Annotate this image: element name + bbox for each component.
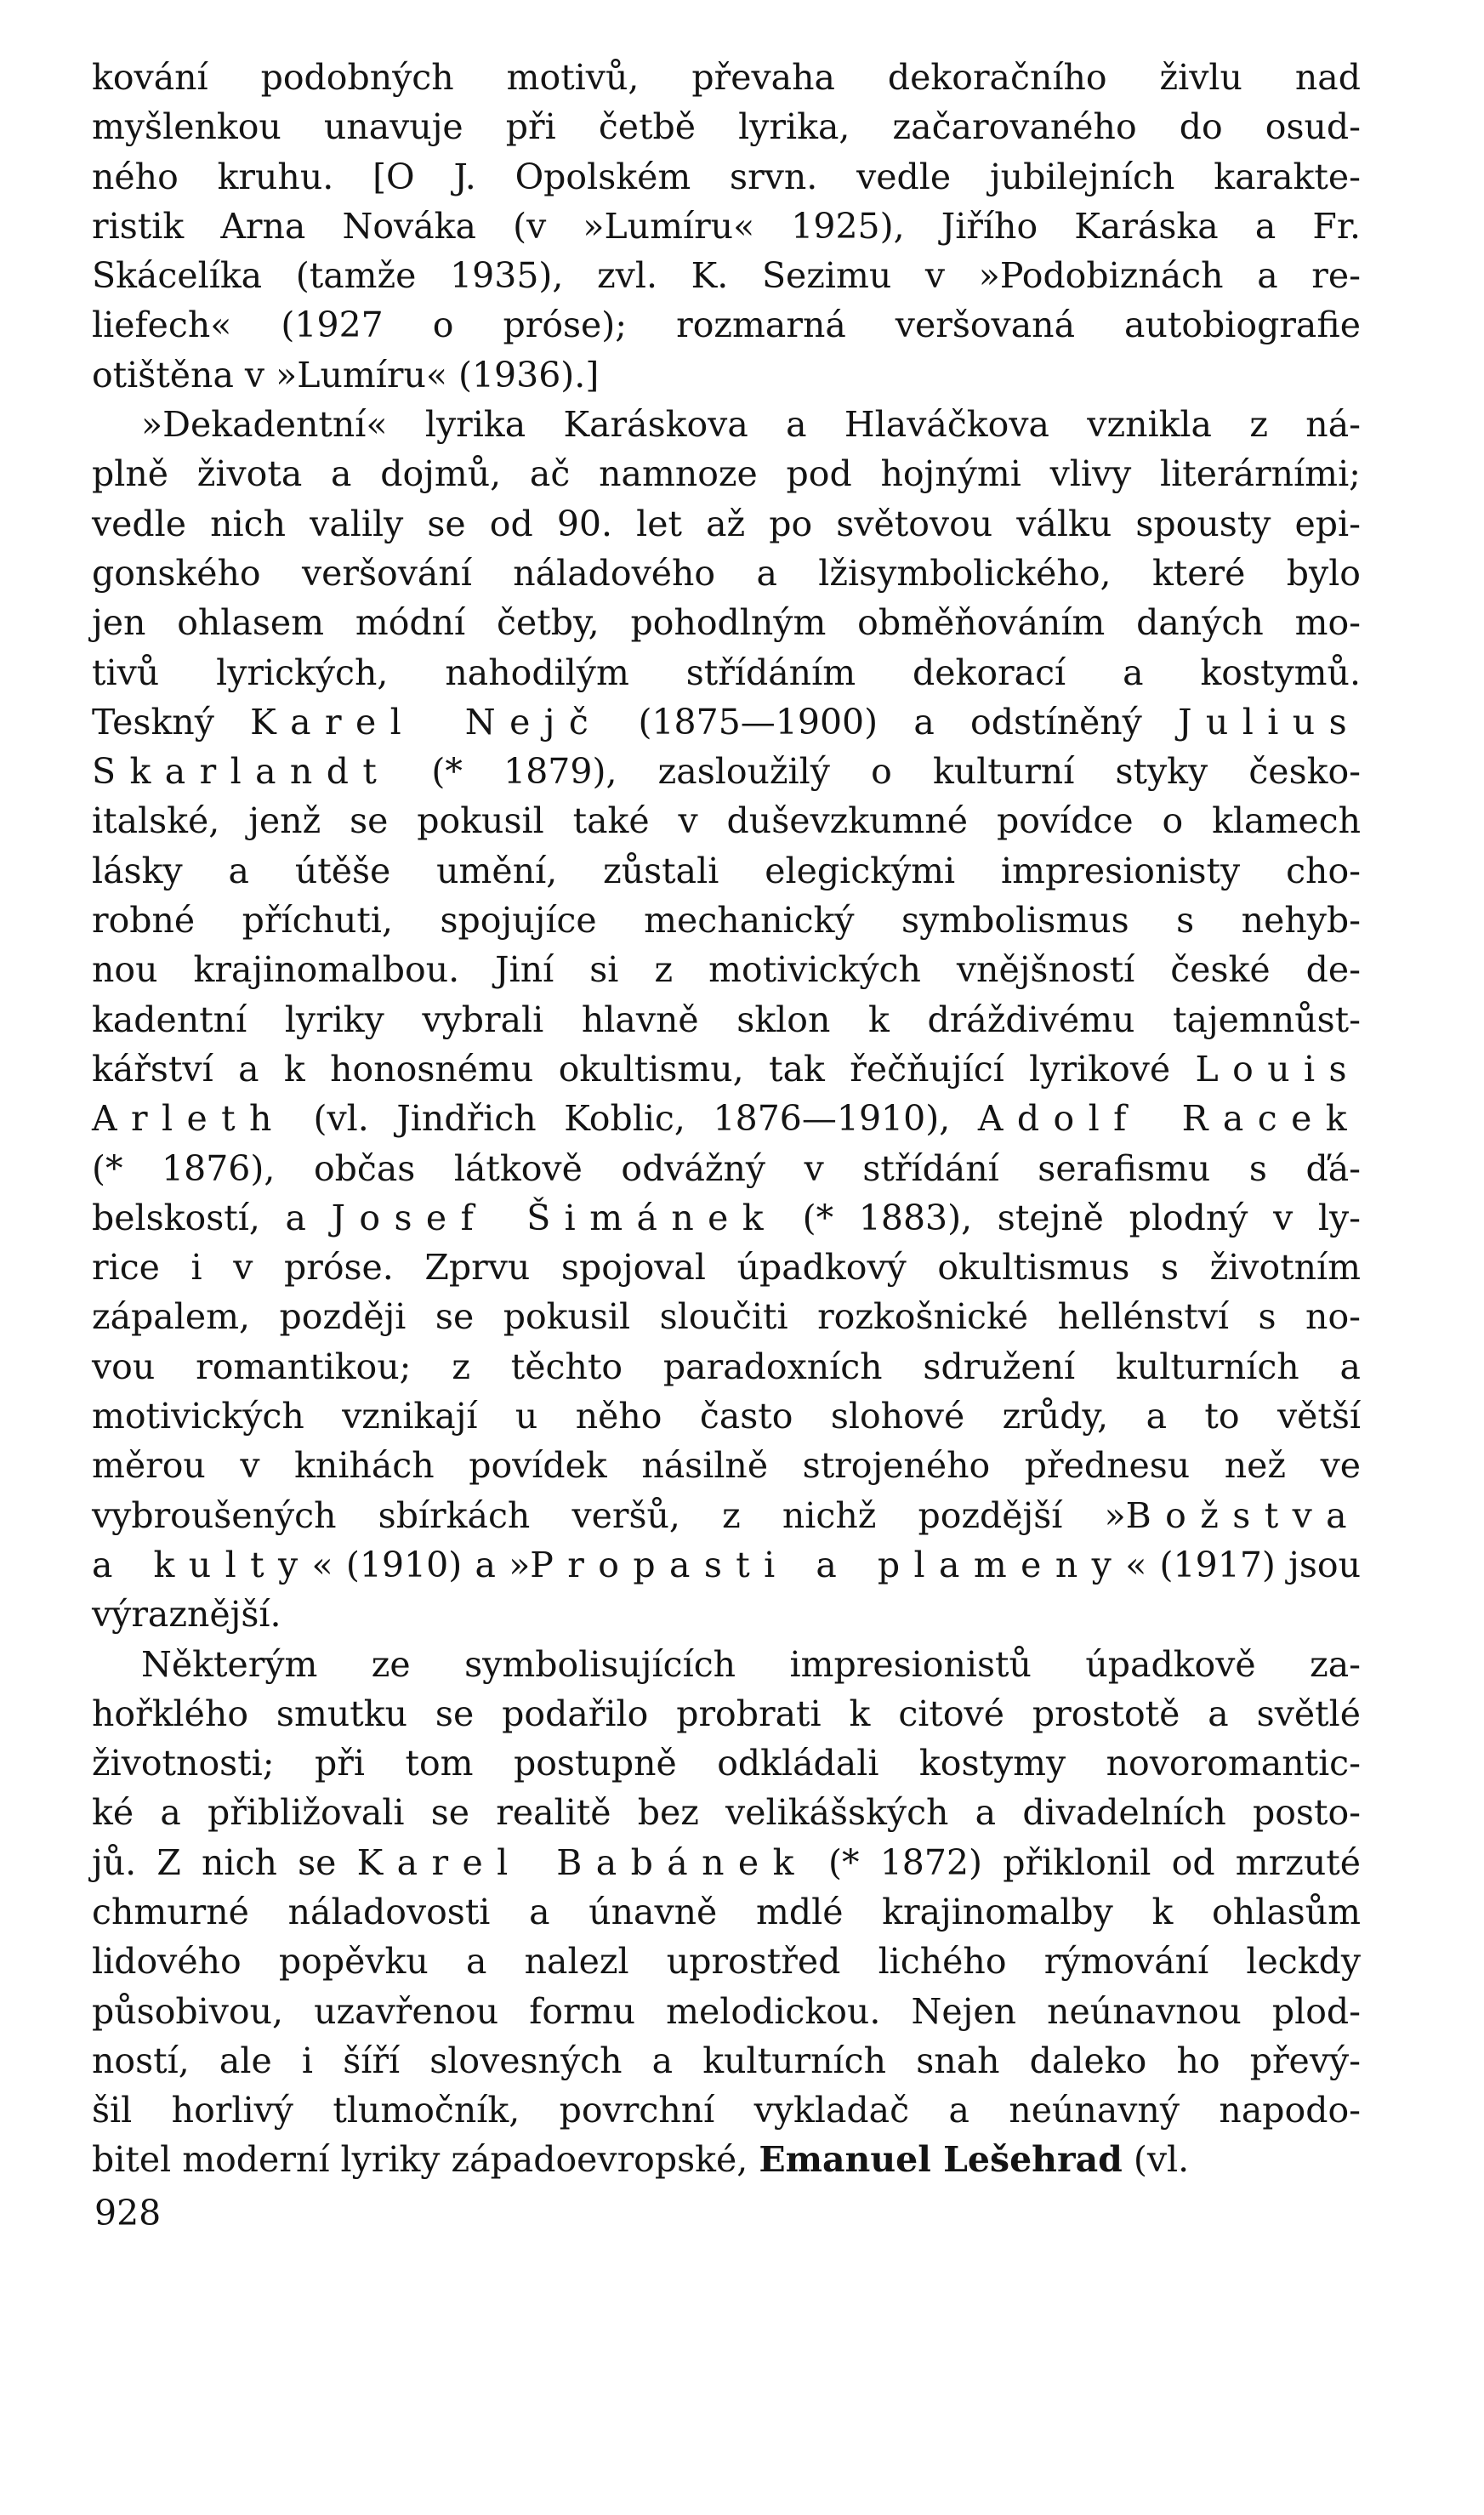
text-run: zápalem, později se pokusil sloučiti rozkošnické hellénství s no- xyxy=(92,1296,1361,1338)
text-run: působivou, uzavřenou formu melodickou. Nejen neúnavnou plod- xyxy=(92,1990,1361,2032)
text-line xyxy=(92,449,1361,498)
page-number: 928 xyxy=(94,2193,162,2233)
text-line xyxy=(92,1540,1361,1590)
text-line xyxy=(92,350,1361,400)
text-run: gonského veršování náladového a lžisymbolického, které bylo xyxy=(92,552,1361,594)
text-run: chmurné náladovosti a únavně mdlé krajinomalby k ohlasům xyxy=(92,1891,1361,1932)
text-line xyxy=(92,1887,1361,1937)
paragraph xyxy=(92,53,1361,400)
text-run: Teskný xyxy=(92,701,251,743)
text-run: motivických vznikají u něho často slohové zrůdy, a to větší xyxy=(92,1396,1361,1437)
text-run: vybroušených sbírkách veršů, z nichž pozdější » xyxy=(92,1494,1126,1536)
text-line xyxy=(92,300,1361,350)
text-run: tivů lyrických, nahodilým střídáním dekorací a kostymů. xyxy=(92,652,1361,693)
text-line xyxy=(92,896,1361,945)
text-run: šil horlivý tlumočník, povrchní vykladač a neúnavný napodo- xyxy=(92,2090,1361,2131)
paragraph-text xyxy=(92,400,1361,1639)
text-run: vou romantikou; z těchto paradoxních sdružení kulturních a xyxy=(92,1346,1361,1387)
text-line xyxy=(92,1788,1361,1837)
text-line xyxy=(92,1838,1361,1887)
text-line xyxy=(92,1292,1361,1341)
text-run: lásky a útěše umění, zůstali elegickými impresionisty cho- xyxy=(92,850,1361,891)
text-run: kářství a k honosnému okultismu, tak řečňující lyrikové xyxy=(92,1048,1196,1090)
text-line xyxy=(92,1094,1361,1143)
text-run: Skácelíka (tamže 1935), zvl. K. Sezimu v »Podobiznách a re- xyxy=(92,255,1361,297)
text-line xyxy=(92,1491,1361,1540)
text-line xyxy=(92,400,1361,449)
text-line xyxy=(92,2036,1361,2085)
text-line xyxy=(92,1144,1361,1193)
text-run: (1875—1900) a odstíněný xyxy=(602,701,1179,743)
text-line xyxy=(92,53,1361,102)
text-line xyxy=(92,995,1361,1044)
text-run: jen ohlasem módní četby, pohodlným obměňováním daných mo- xyxy=(92,602,1361,644)
bold-name: Emanuel Lešehrad xyxy=(759,2139,1123,2181)
paragraph xyxy=(92,1640,1361,2185)
text-line xyxy=(92,1044,1361,1094)
text-line xyxy=(92,1987,1361,2036)
spaced-name: Propasti a plameny xyxy=(530,1544,1126,1585)
text-run: italské, jenž se pokusil také v duševzkumné povídce o klamech xyxy=(92,800,1361,842)
text-run: bitel moderní lyriky západoevropské, xyxy=(92,2139,759,2181)
text-line xyxy=(92,1193,1361,1243)
text-run: životnosti; při tom postupně odkládali kostymy novoromantic- xyxy=(92,1743,1361,1784)
text-run: ristik Arna Nováka (v »Lumíru« 1925), Jiřího Karáska a Fr. xyxy=(92,205,1361,247)
text-run: kování podobných motivů, převaha dekoračního živlu nad xyxy=(92,57,1361,98)
text-line xyxy=(92,1937,1361,1986)
text-run: myšlenkou unavuje při četbě lyrika, začarovaného do osud- xyxy=(92,106,1361,148)
text-run: výraznější. xyxy=(92,1594,281,1636)
spaced-name: a kulty xyxy=(92,1544,312,1585)
text-line xyxy=(92,2135,1361,2184)
text-line xyxy=(92,1441,1361,1490)
text-line xyxy=(92,1738,1361,1788)
text-run: (vl. xyxy=(1122,2139,1190,2181)
text-line xyxy=(92,499,1361,549)
text-line xyxy=(92,648,1361,697)
text-line xyxy=(92,846,1361,896)
text-run: plně života a dojmů, ač namnoze pod hojnými vlivy literárními; xyxy=(92,453,1361,495)
spaced-name: Adolf Racek xyxy=(977,1098,1361,1140)
text-run: otištěna v »Lumíru« (1936).] xyxy=(92,354,600,395)
text-line xyxy=(92,2085,1361,2135)
text-run: měrou v knihách povídek násilně strojeného přednesu než ve xyxy=(92,1445,1361,1487)
spaced-name: Louis xyxy=(1195,1048,1361,1090)
paragraph-text xyxy=(92,1640,1361,2185)
spaced-name: Skarlandt xyxy=(92,751,391,793)
text-line xyxy=(92,202,1361,251)
paragraph xyxy=(92,400,1361,1639)
text-run: hořklého smutku se podařilo probrati k citové prostotě a světlé xyxy=(92,1693,1361,1734)
text-line xyxy=(92,152,1361,202)
text-line xyxy=(92,102,1361,151)
text-run: « (1917) jsou xyxy=(1125,1544,1362,1585)
spaced-name: Karel Babánek xyxy=(356,1841,808,1883)
text-run: liefech« (1927 o próse); rozmarná veršovaná autobiografie xyxy=(92,304,1361,346)
text-run: nou krajinomalbou. Jiní si z motivických vnějšností české de- xyxy=(92,949,1361,991)
text-line xyxy=(92,1640,1361,1689)
text-run: jů. Z nich se xyxy=(92,1841,357,1883)
text-line xyxy=(92,1590,1361,1639)
text-run: vedle nich valily se od 90. let až po světovou válku spousty epi- xyxy=(92,503,1361,544)
text-line xyxy=(92,549,1361,598)
text-run: rice i v próse. Zprvu spojoval úpadkový okultismus s životním xyxy=(92,1247,1361,1289)
text-run: »Dekadentní« lyrika Karáskova a Hlaváčkova vznikla z ná- xyxy=(141,404,1361,446)
spaced-name: Božstva xyxy=(1125,1494,1361,1536)
text-run: (vl. Jindřich Koblic, 1876—1910), xyxy=(285,1098,978,1140)
text-run: (* 1879), zasloužilý o kulturní styky česko- xyxy=(390,751,1361,793)
page-body xyxy=(92,53,1361,2185)
text-line xyxy=(92,251,1361,300)
text-line xyxy=(92,697,1361,747)
text-run: robné příchuti, spojujíce mechanický symbolismus s nehyb- xyxy=(92,900,1361,942)
spaced-name: Arleth xyxy=(92,1098,286,1140)
text-run: Některým ze symbolisujících impresionistů úpadkově za- xyxy=(141,1643,1361,1685)
text-line xyxy=(92,1689,1361,1738)
text-run: ného kruhu. [O J. Opolském srvn. vedle jubilejních karakte- xyxy=(92,156,1361,197)
spaced-name: Karel Nejč xyxy=(250,701,603,743)
spaced-name: Julius xyxy=(1178,701,1362,743)
text-run: belskostí, a xyxy=(92,1197,332,1238)
text-run: kadentní lyriky vybrali hlavně sklon k dráždivému tajemnůst- xyxy=(92,999,1361,1040)
text-line xyxy=(92,1342,1361,1391)
text-run: (* 1872) přiklonil od mrzuté xyxy=(807,1841,1361,1883)
text-line xyxy=(92,945,1361,994)
text-run: ké a přibližovali se realitě bez velikášských a divadelních posto- xyxy=(92,1792,1361,1834)
spaced-name: Josef Šimánek xyxy=(331,1197,778,1238)
text-line xyxy=(92,1391,1361,1441)
text-run: lidového popěvku a nalezl uprostřed lichého rýmování leckdy xyxy=(92,1941,1361,1983)
text-run: (* 1883), stejně plodný v ly- xyxy=(777,1197,1361,1238)
paragraph-text xyxy=(92,53,1361,400)
text-line xyxy=(92,796,1361,845)
text-run: « (1910) a » xyxy=(311,1544,531,1585)
text-line xyxy=(92,1243,1361,1292)
text-line xyxy=(92,747,1361,796)
text-run: ností, ale i šíří slovesných a kulturních snah daleko ho převý- xyxy=(92,2040,1361,2081)
text-run: (* 1876), občas látkově odvážný v střídání serafismu s ďá- xyxy=(92,1147,1361,1189)
text-line xyxy=(92,598,1361,647)
